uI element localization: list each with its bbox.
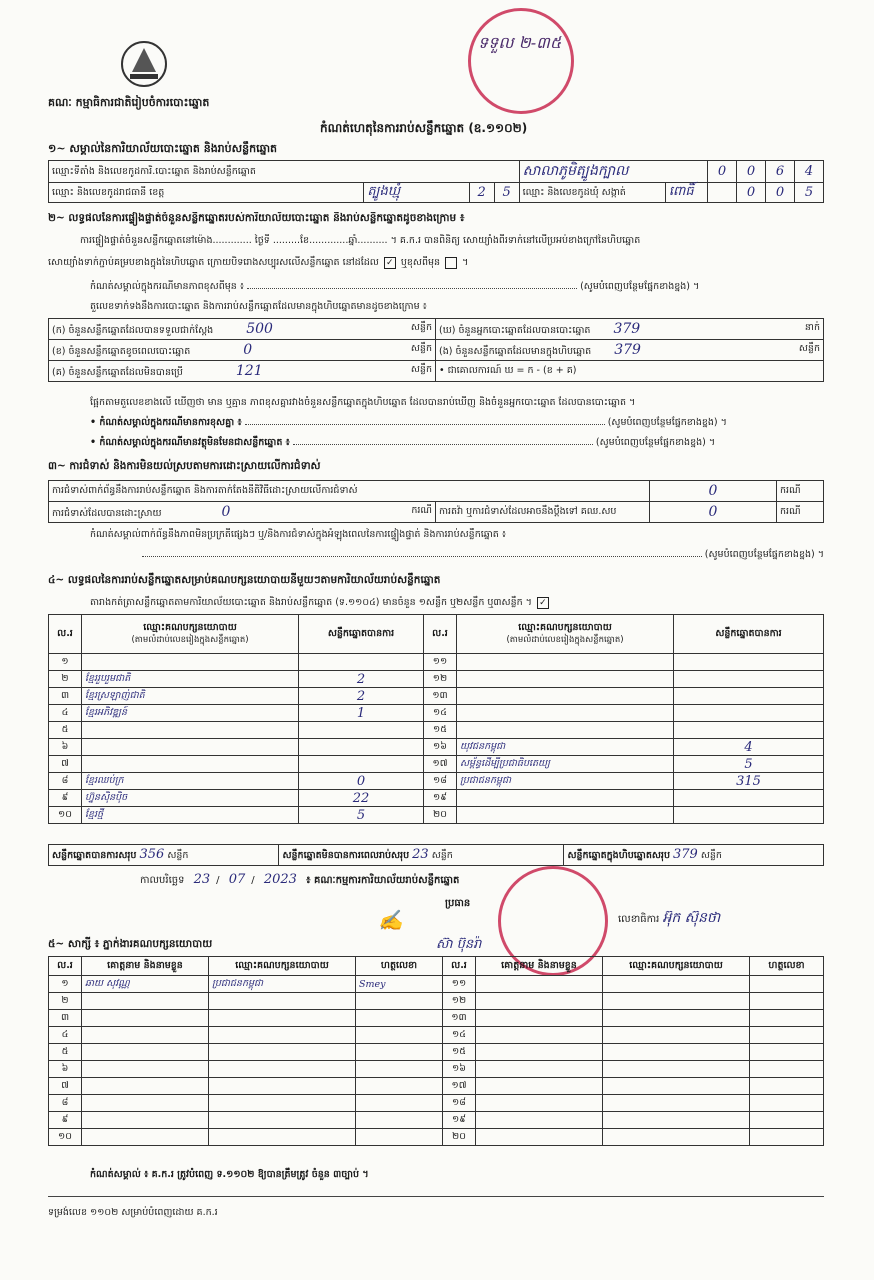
witness-signature xyxy=(750,1027,824,1044)
section5-heading: ៥~ សាក្សី ៖ ភ្នាក់ងារគណបក្សនយោបាយ xyxy=(48,938,213,950)
witness-no: ២ xyxy=(49,993,82,1010)
witness-row xyxy=(49,1061,824,1078)
witness-signature xyxy=(750,1129,824,1146)
province-code-2: 5 xyxy=(494,183,519,203)
section2-counts-table xyxy=(48,318,824,382)
witness-signature: Smey xyxy=(356,976,443,993)
count-b-unit: សន្លឹក xyxy=(410,342,432,354)
witness-name xyxy=(476,993,603,1010)
discrepancy-check-line xyxy=(90,396,830,410)
objection-row2b-unit: ករណី xyxy=(777,502,824,523)
witness-row xyxy=(49,1044,824,1061)
bullet2: • កំណត់សម្គាល់ក្នុងករណីមានវត្ថុមិនមែនជាសន្លឹកឆ្នោត ៖ xyxy=(90,437,290,448)
party-name: យុវជនកម្ពុជា xyxy=(457,739,674,756)
party-row xyxy=(49,671,824,688)
party-no: ៣ xyxy=(49,688,82,705)
site-code-2: 0 xyxy=(737,161,766,183)
total-box-value: 379 xyxy=(673,847,698,862)
witness-no: ៩ xyxy=(49,1112,82,1129)
witness-signature xyxy=(750,993,824,1010)
count-e-value: 379 xyxy=(614,341,641,358)
witness-signature xyxy=(356,993,443,1010)
party-no: ២ xyxy=(49,671,82,688)
section3-note: កំណត់សម្គាល់ពាក់ព័ន្ធនឹងភាពមិនប្រក្រតីផ្សេងៗ ឬ/និងការជំទាស់ក្នុងអំឡុងពេលនៃការផ្ទៀងផ្ទាត់ និងការរាប់សន្លឹកឆ្នោត ៖ xyxy=(90,529,507,540)
party-name xyxy=(457,705,674,722)
witness-party xyxy=(209,1044,356,1061)
stamp-handwriting: ទទួល ២-៣៥ xyxy=(478,33,562,52)
commune-value: ពោធិ៍ xyxy=(665,183,707,203)
party-votes xyxy=(299,722,424,739)
witness-row xyxy=(49,1129,824,1146)
party-votes xyxy=(674,790,824,807)
party-row xyxy=(49,705,824,722)
party-votes xyxy=(674,705,824,722)
witness-row xyxy=(49,1095,824,1112)
party-votes xyxy=(299,739,424,756)
witness-party xyxy=(209,1129,356,1146)
witness-no: ៧ xyxy=(49,1078,82,1095)
count-d-value: 379 xyxy=(613,320,641,337)
party-votes xyxy=(299,756,424,773)
party-votes: 5 xyxy=(674,756,824,773)
party-name: ប្រជាជនកម្ពុជា xyxy=(457,773,674,790)
changed-checkbox[interactable] xyxy=(445,257,457,269)
count-b-label: (ខ) ចំនួនសន្លឹកឆ្នោតខូចពេលបោះឆ្នោត 0 សន្លឹក xyxy=(49,340,436,361)
date-year: 2023 xyxy=(263,872,297,887)
secretary-label: លេខាធិការ xyxy=(618,914,660,925)
witness-name xyxy=(476,1112,603,1129)
section4-intro: តារាងកត់ត្រាសន្លឹកឆ្នោតតាមការិយាល័យបោះឆ្នោត និងរាប់សន្លឹកឆ្នោត (ទ.១១០៤) មានចំនួន ១សន្លឹក ឬ២សន្លឹក ឬ៣សន្លឹក ។ xyxy=(90,597,532,608)
party-no: ១២ xyxy=(424,671,457,688)
objection-row1-label: ការជំទាស់ពាក់ព័ន្ធនឹងការរាប់សន្លឹកឆ្នោត និងការតាក់តែងនីតិវិធីដោះស្រាយលើការជំទាស់ xyxy=(49,481,650,502)
party-no: ៨ xyxy=(49,773,82,790)
commune-label: ឈ្មោះ និងលេខកូដឃុំ សង្កាត់ xyxy=(519,183,665,203)
witness-no: ១៨ xyxy=(443,1095,476,1112)
witness-row xyxy=(49,1027,824,1044)
party-votes: 5 xyxy=(299,807,424,824)
party-name xyxy=(457,807,674,824)
objection-row1-value: 0 xyxy=(650,481,777,502)
party-name xyxy=(457,654,674,671)
party-row xyxy=(49,773,824,790)
party-no: ៥ xyxy=(49,722,82,739)
witness-no: ១៧ xyxy=(443,1078,476,1095)
witness-signature xyxy=(356,1061,443,1078)
w-col-party-left: ឈ្មោះគណបក្សនយោបាយ xyxy=(209,957,356,976)
party-no: ១៦ xyxy=(424,739,457,756)
witness-party xyxy=(209,1061,356,1078)
section1-table xyxy=(48,160,824,203)
total-valid-unit: សន្លឹក xyxy=(167,850,189,861)
witness-no: ២០ xyxy=(443,1129,476,1146)
footnote: កំណត់សម្គាល់ ៖ គ.ក.រ ត្រូវបំពេញ ទ.១១០២ ឱ្យបានត្រឹមត្រូវ ចំនួន ៣ច្បាប់ ។ xyxy=(90,1169,369,1180)
total-invalid xyxy=(279,845,564,866)
witness-name xyxy=(476,1010,603,1027)
party-no: ១០ xyxy=(49,807,82,824)
party-name: ខ្មែរថ្មី xyxy=(82,807,299,824)
bullet2-line xyxy=(90,436,825,450)
section2-para2-line: សោយ្យាំងទាក់ភ្ជាប់គម្របខាងក្នុងនៃហិបឆ្នោត ក្រោយបិទរោងសប្បុរសលើសន្លឹកឆ្នោត នៅដដែល ✓ ឬខុសពីមុន ។ xyxy=(48,257,469,268)
witness-name xyxy=(82,1044,209,1061)
witness-name xyxy=(476,1129,603,1146)
objection-row2-unit: ករណី xyxy=(411,504,432,516)
witness-name xyxy=(82,1129,209,1146)
witness-party: ប្រជាជនកម្ពុជា xyxy=(209,976,356,993)
witness-name xyxy=(476,976,603,993)
section2-fill-note: (សូមបំពេញបន្ថែមផ្នែកខាងខ្នង) ។ xyxy=(580,281,700,292)
total-invalid-unit: សន្លឹក xyxy=(431,850,453,861)
col-party-right xyxy=(457,615,674,654)
witness-signature xyxy=(750,1095,824,1112)
discrepancy-check-text: ផ្អែកតាមតួលេខខាងលើ ឃើញថា មាន ឬគ្មាន ភាពខុសគ្នារវាងចំនួនសន្លឹកឆ្នោតក្នុងហិបឆ្នោត ដែលបានរាប់ឃើញ និងចំនួនអ្នកបោះឆ្នោត ដែលបានបោះឆ្នោត ។ xyxy=(90,397,636,408)
party-row xyxy=(49,654,824,671)
party-name xyxy=(82,722,299,739)
witness-name xyxy=(82,993,209,1010)
totals-table xyxy=(48,844,824,866)
site-code-1: 0 xyxy=(708,161,737,183)
party-no: ១១ xyxy=(424,654,457,671)
party-name xyxy=(457,671,674,688)
w-col-party-right: ឈ្មោះគណបក្សនយោបាយ xyxy=(603,957,750,976)
total-valid xyxy=(49,845,279,866)
party-no: ៧ xyxy=(49,756,82,773)
bullet1-fill-note: (សូមបំពេញបន្ថែមផ្នែកខាងខ្នង) ។ xyxy=(607,417,727,428)
party-votes xyxy=(674,654,824,671)
party-name xyxy=(457,790,674,807)
witness-party xyxy=(603,1112,750,1129)
party-name: ខ្មែរអភិវឌ្ឍន៍ xyxy=(82,705,299,722)
witness-signature xyxy=(356,1129,443,1146)
date-day: 23 xyxy=(193,872,211,887)
section3-fill-line xyxy=(48,548,824,562)
objection-row2b-label: ការតវ៉ា ឬការជំទាស់ដែលអាចនឹងប្តឹងទៅ គឈ.សប xyxy=(436,502,650,523)
witness-no: ១១ xyxy=(443,976,476,993)
witness-party xyxy=(603,1044,750,1061)
province-value: ត្បូងឃ្មុំ xyxy=(364,183,469,203)
col-party-right-sub: (តាមលំដាប់លេខរៀងក្នុងសន្លឹកឆ្នោត) xyxy=(506,635,624,645)
party-no: ១៨ xyxy=(424,773,457,790)
date-suffix: ៖ គណៈកម្មការការិយាល័យរាប់សន្លឹកឆ្នោត xyxy=(306,875,460,886)
witness-no: ៣ xyxy=(49,1010,82,1027)
witness-no: ១៩ xyxy=(443,1112,476,1129)
party-votes: 4 xyxy=(674,739,824,756)
witness-party xyxy=(603,1129,750,1146)
total-box-unit: សន្លឹក xyxy=(700,850,722,861)
witness-no: ១៥ xyxy=(443,1044,476,1061)
party-name: ខ្មែរឈប់ក្រ xyxy=(82,773,299,790)
form-code: ទម្រង់លេខ ១១០២ សម្រាប់បំពេញដោយ គ.ក.រ xyxy=(48,1207,218,1218)
formula-note: • ជាគោលការណ៍ ឃ = ក - (ខ + គ) xyxy=(436,361,824,382)
section4-intro-line xyxy=(90,596,551,610)
date-line: កាលបរិច្ឆេទ 23 / 07 / 2023 ៖ គណៈកម្មការការិយាល័យរាប់សន្លឹកឆ្នោត xyxy=(140,872,460,887)
section2-para1: ការផ្ទៀងផ្ទាត់ចំនួនសន្លឹកឆ្នោតនៅម៉ោង............. ថ្ងៃទី .........ខែ.............ឆ្នាំ.......... ។ គ.ក.រ បានពិនិត្យ សោយ្យាំងពីរទាក់នៅលើប្រអប់ខាងក្រៅនៃហិបឆ្នោត xyxy=(80,235,641,246)
site-code-4: 4 xyxy=(795,161,824,183)
objection-row2b-value: 0 xyxy=(650,502,777,523)
objection-row2-value: 0 xyxy=(221,503,231,520)
witness-signature xyxy=(750,1078,824,1095)
party-no: ៦ xyxy=(49,739,82,756)
witness-no: ១៤ xyxy=(443,1027,476,1044)
party-row xyxy=(49,790,824,807)
section4-heading: ៤~ លទ្ធផលនៃការរាប់សន្លឹកឆ្នោតសម្រាប់គណបក្សនយោបាយនីមួយៗតាមការិយាល័យរាប់សន្លឹកឆ្នោត xyxy=(48,574,441,586)
witness-signature xyxy=(356,1078,443,1095)
footer-rule xyxy=(48,1196,824,1197)
col-no-left: ល.រ xyxy=(49,615,82,654)
witness-no: ១២ xyxy=(443,993,476,1010)
witness-no: ១ xyxy=(49,976,82,993)
section2-heading: ២~ លទ្ធផលនៃការផ្ទៀងផ្ទាត់ចំនួនសន្លឹកឆ្នោតរបស់ការិយាល័យបោះឆ្នោត និងរាប់សន្លឹកឆ្នោតដូចខាងក្រោម ៖ xyxy=(48,212,465,224)
total-box-label: សន្លឹកឆ្នោតក្នុងហិបឆ្នោតសរុប xyxy=(567,850,670,861)
w-col-sign-right: ហត្ថលេខា xyxy=(750,957,824,976)
w-col-no-right: ល.រ xyxy=(443,957,476,976)
commune-code-1: 0 xyxy=(737,183,766,203)
witness-name xyxy=(476,1044,603,1061)
count-c-label: (គ) ចំនួនសន្លឹកឆ្នោតដែលមិនបានប្រើ 121 សន្លឹក xyxy=(49,361,436,382)
witness-no: ៥ xyxy=(49,1044,82,1061)
chair-label: ប្រធាន xyxy=(445,898,471,909)
party-name xyxy=(457,688,674,705)
col-votes-right: សន្លឹកឆ្នោតបានការ xyxy=(674,615,824,654)
party-no: ១៣ xyxy=(424,688,457,705)
party-votes xyxy=(299,654,424,671)
witness-name xyxy=(82,1010,209,1027)
section2-note: កំណត់សម្គាល់ក្នុងករណីមានភាពខុសពីមុន ៖ xyxy=(90,281,245,292)
count-c-value: 121 xyxy=(235,362,263,379)
total-valid-value: 356 xyxy=(139,847,165,862)
witness-no: ១៦ xyxy=(443,1061,476,1078)
party-row xyxy=(49,756,824,773)
witness-name xyxy=(476,1061,603,1078)
count-a-unit: សន្លឹក xyxy=(410,321,432,333)
witness-table xyxy=(48,956,824,1146)
party-name: សម្ព័ន្ធដើម្បីប្រជាធិបតេយ្យ xyxy=(457,756,674,773)
witness-no: ១៣ xyxy=(443,1010,476,1027)
witness-name: ឆាយ សុវណ្ណ xyxy=(82,976,209,993)
form-title: កំណត់ហេតុនៃការរាប់សន្លឹកឆ្នោត (ឧ.១១០២) xyxy=(320,121,528,135)
witness-signature xyxy=(356,1027,443,1044)
date-month: 07 xyxy=(228,872,246,887)
section3-heading: ៣~ ការជំទាស់ និងការមិនយល់ស្របតាមការដោះស្រាយលើការជំទាស់ xyxy=(48,460,321,472)
chair-name: ស៊ា ប៊ុនរ៉ា xyxy=(436,937,482,952)
commune-code-blank xyxy=(708,183,737,203)
date-label: កាលបរិច្ឆេទ xyxy=(140,875,185,886)
site-value: សាលាភូមិត្បូងក្បាល xyxy=(519,161,707,183)
witness-party xyxy=(603,1010,750,1027)
same-checkbox[interactable]: ✓ xyxy=(384,257,396,269)
w-col-sign-left: ហត្ថលេខា xyxy=(356,957,443,976)
party-row xyxy=(49,688,824,705)
witness-party xyxy=(603,993,750,1010)
party-votes: 1 xyxy=(299,705,424,722)
changed-label: ឬខុសពីមុន xyxy=(400,257,441,268)
party-no: ១៤ xyxy=(424,705,457,722)
section2-para2: សោយ្យាំងទាក់ភ្ជាប់គម្របខាងក្នុងនៃហិបឆ្នោត ក្រោយបិទរោងសប្បុរសលើសន្លឹកឆ្នោត នៅដដែល xyxy=(48,257,379,268)
emblem-logo xyxy=(118,38,170,90)
witness-party xyxy=(603,1027,750,1044)
objection-row2-label: ការជំទាស់ដែលបានដោះស្រាយ xyxy=(52,507,162,519)
witness-party xyxy=(603,1061,750,1078)
witness-signature xyxy=(750,1044,824,1061)
section1-heading: ១~ សម្គាល់នៃការិយាល័យបោះឆ្នោត និងរាប់សន្លឹកឆ្នោត xyxy=(48,142,278,155)
section3-fill-note: (សូមបំពេញបន្ថែមផ្នែកខាងខ្នង) ។ xyxy=(704,549,824,560)
witness-no: ៦ xyxy=(49,1061,82,1078)
witness-signature xyxy=(750,1061,824,1078)
witness-signature xyxy=(356,1095,443,1112)
party-no: ៤ xyxy=(49,705,82,722)
party-results-table xyxy=(48,614,824,824)
party-no: ១៧ xyxy=(424,756,457,773)
witness-party xyxy=(603,976,750,993)
total-invalid-value: 23 xyxy=(412,847,429,862)
witness-party xyxy=(603,1095,750,1112)
party-votes: 2 xyxy=(299,671,424,688)
witness-no: ៨ xyxy=(49,1095,82,1112)
party-no: ១៩ xyxy=(424,790,457,807)
party-name xyxy=(82,739,299,756)
province-label: ឈ្មោះ និងលេខកូដរាជធានី ខេត្ត xyxy=(49,183,364,203)
site-label: ឈ្មោះទីតាំង និងលេខកូដការិ.បោះឆ្នោត និងរាប់សន្លឹកឆ្នោត xyxy=(49,161,520,183)
witness-name xyxy=(476,1078,603,1095)
col-party-left-sub: (តាមលំដាប់លេខរៀងក្នុងសន្លឹកឆ្នោត) xyxy=(131,635,249,645)
witness-party xyxy=(209,993,356,1010)
witness-name xyxy=(82,1027,209,1044)
col-party-left xyxy=(82,615,299,654)
party-votes xyxy=(674,807,824,824)
section2-note-line xyxy=(90,280,825,294)
witness-name xyxy=(82,1112,209,1129)
count-a-value: 500 xyxy=(246,320,273,337)
province-code-1: 2 xyxy=(469,183,494,203)
count-d-label: (ឃ) ចំនួនអ្នកបោះឆ្នោតដែលបានបោះឆ្នោត 379 នាក់ xyxy=(436,319,824,340)
witness-no: ៤ xyxy=(49,1027,82,1044)
witness-name xyxy=(476,1095,603,1112)
party-no: ២០ xyxy=(424,807,457,824)
site-code-3: 6 xyxy=(766,161,795,183)
party-votes: 22 xyxy=(299,790,424,807)
witness-party xyxy=(209,1095,356,1112)
bullet1-line xyxy=(90,416,825,430)
count-e-label: (ង) ចំនួនសន្លឹកឆ្នោតដែលមានក្នុងហិបឆ្នោត 379 សន្លឹក xyxy=(436,340,824,361)
party-no: ៩ xyxy=(49,790,82,807)
witness-signature xyxy=(356,1044,443,1061)
total-valid-label: សន្លឹកឆ្នោតបានការសរុប xyxy=(52,850,137,861)
count-d-unit: នាក់ xyxy=(804,321,820,333)
commune-code-3: 5 xyxy=(795,183,824,203)
w-col-no-left: ល.រ xyxy=(49,957,82,976)
witness-row xyxy=(49,1010,824,1027)
party-name xyxy=(82,756,299,773)
party-row xyxy=(49,807,824,824)
witness-no: ១០ xyxy=(49,1129,82,1146)
witness-party xyxy=(209,1112,356,1129)
party-votes xyxy=(674,688,824,705)
witness-party xyxy=(209,1027,356,1044)
party-row xyxy=(49,722,824,739)
witness-name xyxy=(82,1061,209,1078)
receipt-stamp xyxy=(468,8,574,114)
chair-signature: ✍ xyxy=(378,908,403,932)
bullet2-fill-note: (សូមបំពេញបន្ថែមផ្នែកខាងខ្នង) ។ xyxy=(595,437,716,448)
party-name: ហ្វ៊ុនស៊ិនប៉ិច xyxy=(82,790,299,807)
secretary-name: អ៊ុក ស៊ុនថា xyxy=(662,910,721,926)
party-votes: 2 xyxy=(299,688,424,705)
w-col-name-right: គោត្តនាម និងនាមខ្លួន xyxy=(476,957,603,976)
secretary-line xyxy=(618,908,720,929)
witness-name xyxy=(82,1078,209,1095)
witness-row xyxy=(49,976,824,993)
total-box xyxy=(564,845,824,866)
party-no: ១ xyxy=(49,654,82,671)
party-name xyxy=(82,654,299,671)
witness-signature xyxy=(356,1112,443,1129)
party-votes xyxy=(674,671,824,688)
party-name: ខ្មែររួបរួមជាតិ xyxy=(82,671,299,688)
witness-signature xyxy=(750,1112,824,1129)
witness-signature xyxy=(750,976,824,993)
col-no-right: ល.រ xyxy=(424,615,457,654)
committee-name: គណៈ កម្មាធិការជាតិរៀបចំការបោះឆ្នោត xyxy=(48,96,210,109)
witness-name xyxy=(82,1095,209,1112)
witness-signature xyxy=(750,1010,824,1027)
total-invalid-label: សន្លឹកឆ្នោតមិនបានការពេលរាប់សរុប xyxy=(282,850,410,861)
party-row xyxy=(49,739,824,756)
count-b-value: 0 xyxy=(243,341,253,358)
count-a-label: (ក) ចំនួនសន្លឹកឆ្នោតដែលបានទទួលជាក់ស្តែង 500 សន្លឹក xyxy=(49,319,436,340)
sheet-count-checkbox-3[interactable]: ✓ xyxy=(537,597,549,609)
col-party-right-title: ឈ្មោះគណបក្សនយោបាយ xyxy=(518,622,612,633)
count-e-unit: សន្លឹក xyxy=(798,342,820,354)
party-name xyxy=(457,722,674,739)
party-no: ១៥ xyxy=(424,722,457,739)
witness-party xyxy=(209,1010,356,1027)
objection-row2 xyxy=(49,502,436,523)
col-party-left-title: ឈ្មោះគណបក្សនយោបាយ xyxy=(143,622,237,633)
party-votes xyxy=(674,722,824,739)
witness-name xyxy=(476,1027,603,1044)
witness-row xyxy=(49,1112,824,1129)
witness-row xyxy=(49,993,824,1010)
witness-party xyxy=(603,1078,750,1095)
witness-row xyxy=(49,1078,824,1095)
witness-party xyxy=(209,1078,356,1095)
bullet1: • កំណត់សម្គាល់ក្នុងករណីមានការខុសគ្នា ៖ xyxy=(90,417,242,428)
col-votes-left: សន្លឹកឆ្នោតបានការ xyxy=(299,615,424,654)
party-name: ខ្មែរស្រឡាញ់ជាតិ xyxy=(82,688,299,705)
witness-signature xyxy=(356,1010,443,1027)
section3-table xyxy=(48,480,824,523)
section2-table-intro: តួលេខទាក់ទងនឹងការបោះឆ្នោត និងការរាប់សន្លឹកឆ្នោតដែលមានក្នុងហិបឆ្នោតមានដូចខាងក្រោម ៖ xyxy=(90,301,427,312)
party-votes: 0 xyxy=(299,773,424,790)
party-votes: 315 xyxy=(674,773,824,790)
w-col-name-left: គោត្តនាម និងនាមខ្លួន xyxy=(82,957,209,976)
count-c-unit: សន្លឹក xyxy=(410,363,432,375)
objection-row1-unit: ករណី xyxy=(777,481,824,502)
commune-code-2: 0 xyxy=(766,183,795,203)
